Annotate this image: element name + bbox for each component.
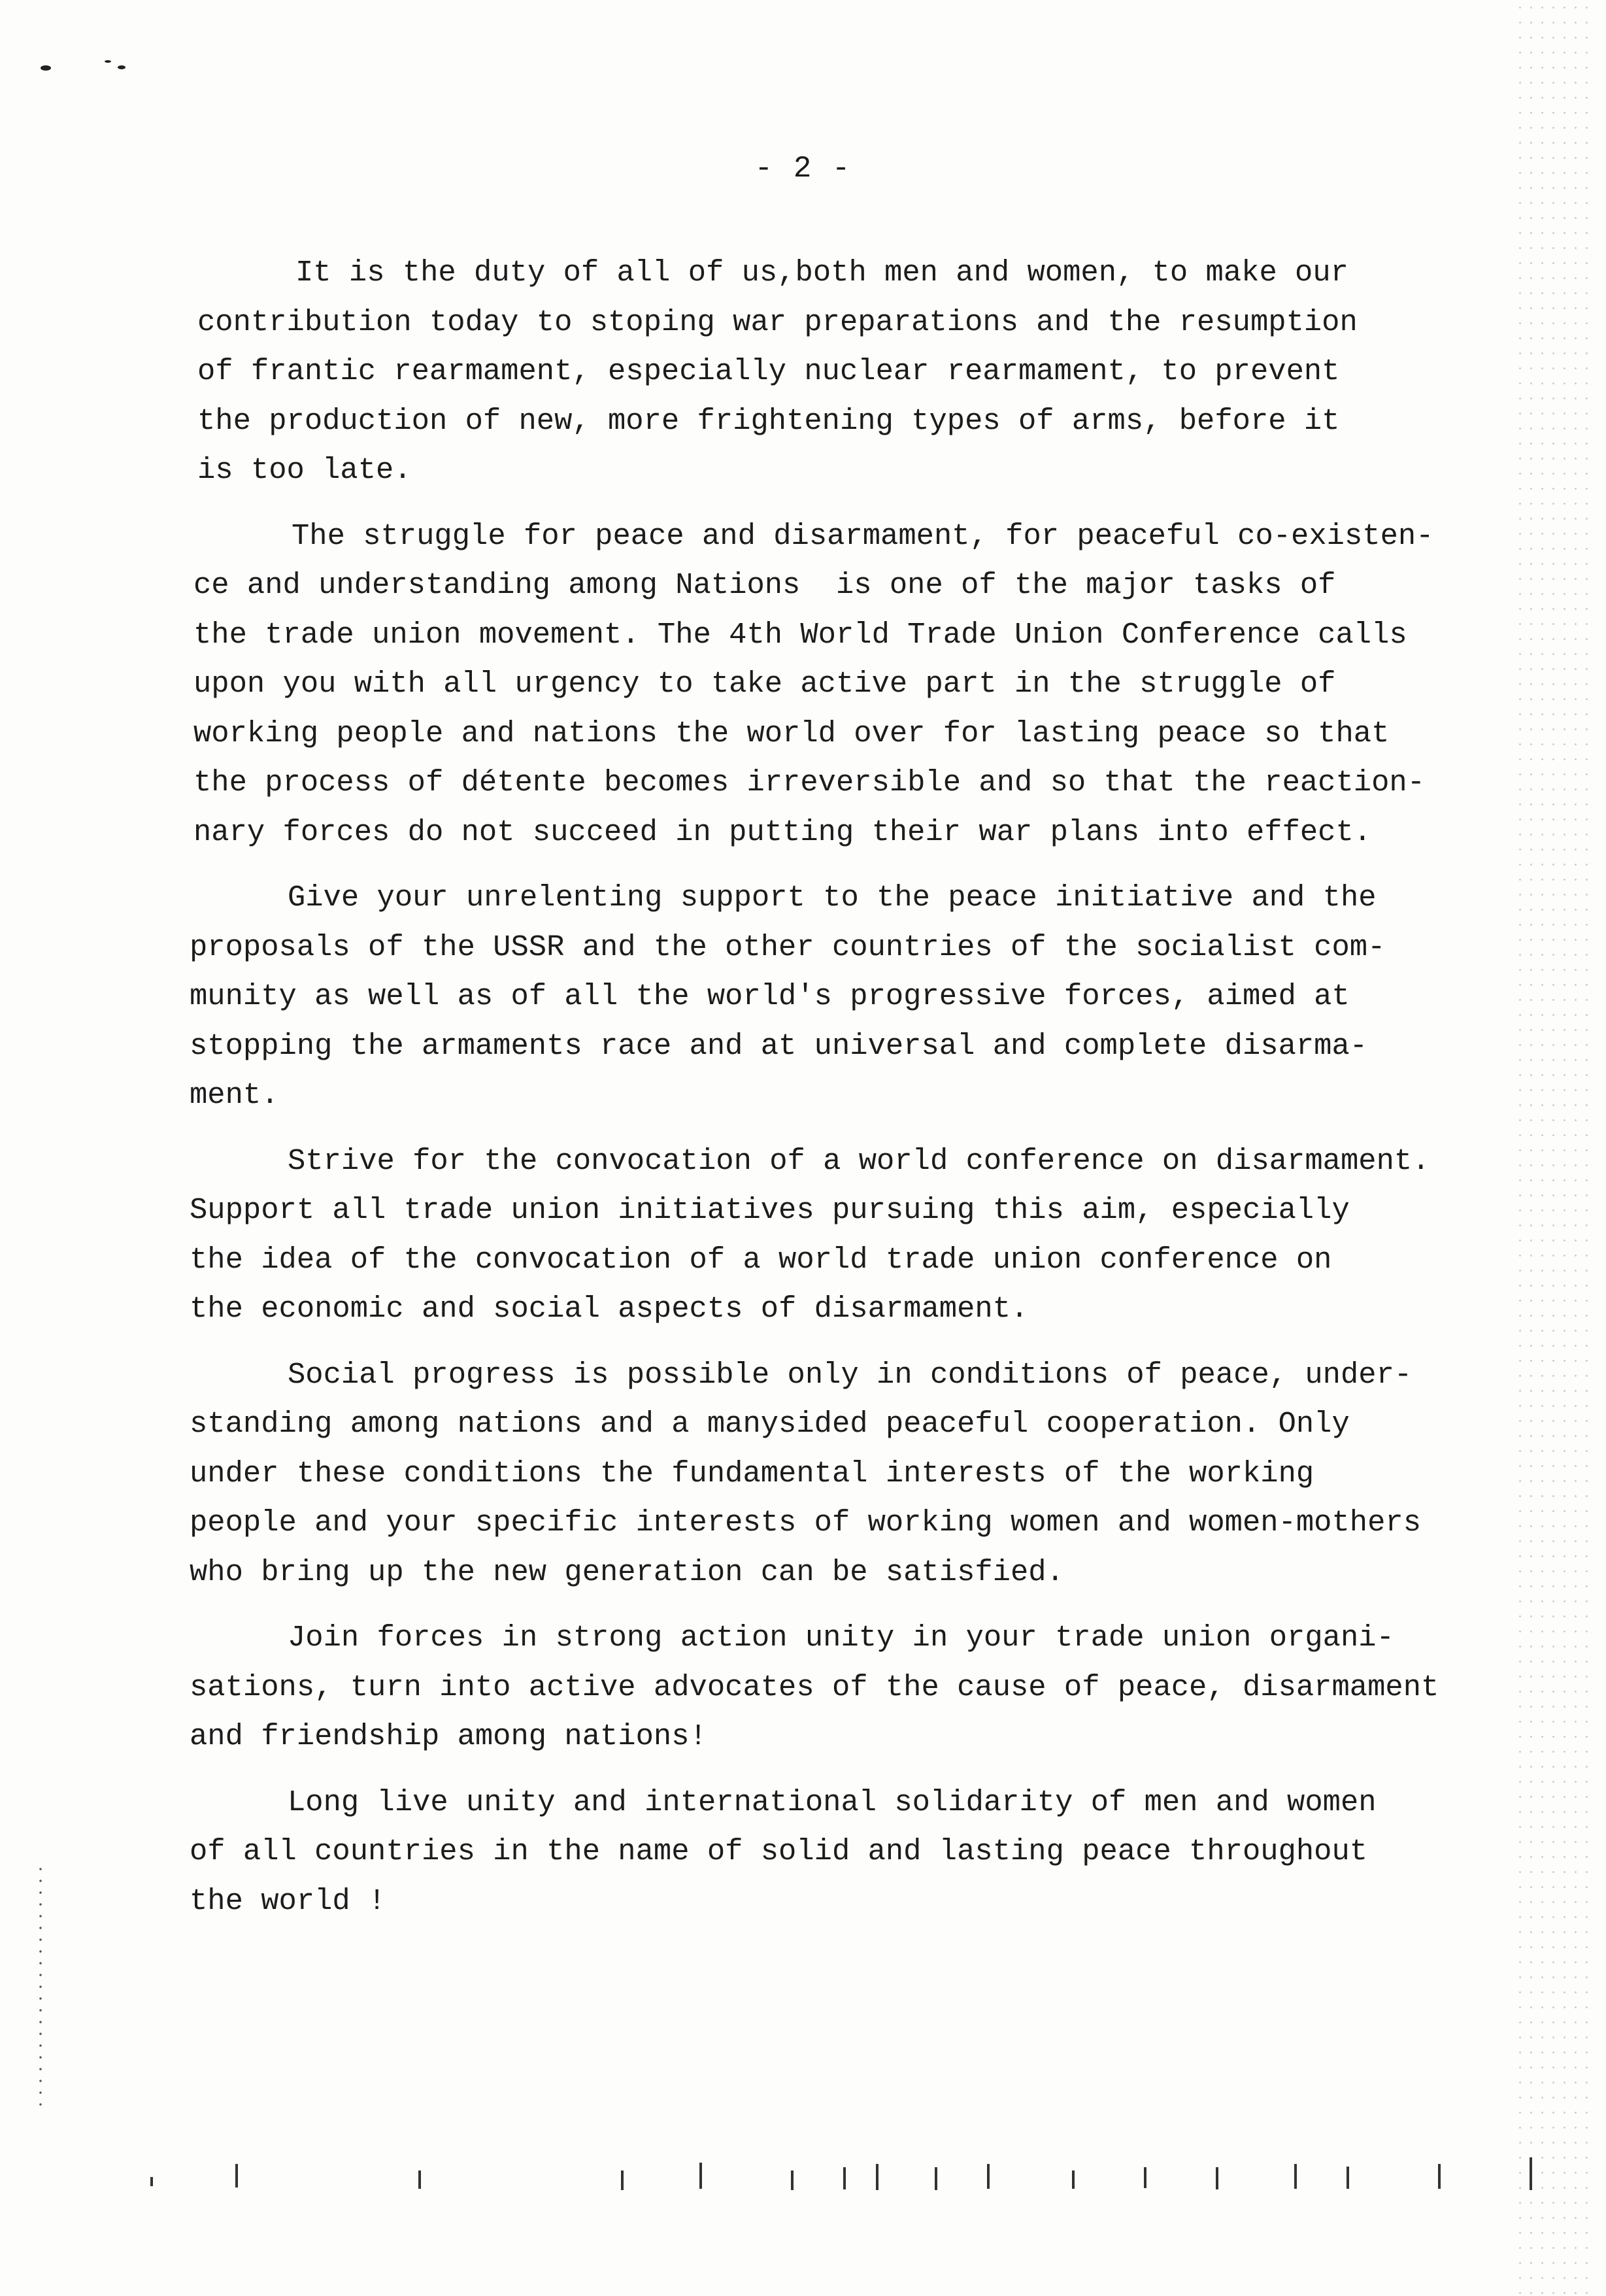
text-line: of frantic rearmament, especially nuclear rearmament, to prevent: [197, 354, 1340, 388]
scan-mark: [699, 2163, 702, 2189]
scan-mark: [1438, 2164, 1441, 2189]
text-line: Social progress is possible only in conditions of peace, under-: [288, 1357, 1413, 1392]
scan-mark: [1216, 2167, 1218, 2189]
text-line: contribution today to stoping war preparations and the resumption: [197, 305, 1358, 339]
scan-mark: [621, 2170, 624, 2190]
scan-mark: [1347, 2167, 1349, 2189]
text-line: stopping the armaments race and at universal and complete disarma-: [190, 1028, 1368, 1063]
text-line: Strive for the convocation of a world conference on disarmament.: [288, 1143, 1430, 1178]
text-line: ment.: [190, 1078, 279, 1112]
text-line: of all countries in the name of solid and lasting peace throughout: [190, 1834, 1368, 1868]
text-line: people and your specific interests of working women and women-mothers: [190, 1506, 1422, 1540]
text-line: munity as well as of all the world's progressive forces, aimed at: [190, 979, 1350, 1013]
scan-speck: [105, 60, 111, 63]
text-line: Join forces in strong action unity in your trade union organi-: [288, 1621, 1394, 1655]
paragraph: [190, 1351, 1575, 1598]
scan-footer-artifacts: [144, 2151, 1549, 2203]
paragraph: [197, 248, 1575, 496]
paragraph: [193, 512, 1575, 858]
text-line: ce and understanding among Nations is one of the major tasks of: [193, 568, 1336, 602]
text-line: the process of détente becomes irreversible and so that the reaction-: [193, 766, 1426, 800]
text-line: standing among nations and a manysided peaceful cooperation. Only: [190, 1407, 1350, 1441]
text-line: sations, turn into active advocates of the cause of peace, disarmament: [190, 1670, 1439, 1704]
text-line: proposals of the USSR and the other countries of the socialist com-: [190, 930, 1386, 964]
text-line: the economic and social aspects of disarmament.: [190, 1292, 1029, 1326]
scan-mark: [235, 2164, 238, 2187]
text-line: nary forces do not succeed in putting their war plans into effect.: [193, 815, 1372, 849]
scan-mark: [150, 2177, 153, 2186]
text-line: the idea of the convocation of a world trade union conference on: [190, 1242, 1332, 1277]
scan-speck: [41, 65, 51, 71]
text-line: the production of new, more frightening types of arms, before it: [197, 403, 1340, 438]
text-line: working people and nations the world over for lasting peace so that: [193, 716, 1390, 751]
scan-speck: [118, 65, 125, 69]
text-line: upon you with all urgency to take active part in the struggle of: [193, 667, 1336, 701]
scan-mark: [1072, 2170, 1075, 2189]
text-line: the world !: [190, 1883, 386, 1918]
text-line: Give your unrelenting support to the peace initiative and the: [288, 881, 1377, 915]
text-line: who bring up the new generation can be satisfied.: [190, 1555, 1064, 1589]
scan-mark: [1144, 2167, 1146, 2188]
paragraph: [190, 873, 1575, 1121]
scan-mark: [935, 2167, 937, 2190]
scan-mark: [418, 2170, 421, 2189]
scan-mark: [876, 2164, 878, 2190]
scan-mark: [987, 2164, 990, 2189]
scan-mark: [1294, 2164, 1297, 2189]
text-line: Support all trade union initiatives pursuing this aim, especially: [190, 1193, 1350, 1227]
page-number: - 2 -: [754, 152, 852, 186]
paragraph: [190, 1613, 1575, 1762]
text-line: is too late.: [197, 453, 412, 487]
scan-noise-left-edge: [39, 1863, 42, 2112]
paragraph: [190, 1137, 1575, 1334]
text-line: under these conditions the fundamental interests of the working: [190, 1456, 1314, 1491]
letter-body: [190, 248, 1575, 1942]
text-line: the trade union movement. The 4th World Trade Union Conference calls: [193, 617, 1407, 652]
paragraph: [190, 1778, 1575, 1927]
text-line: It is the duty of all of us,both men and women, to make our: [295, 256, 1348, 290]
text-line: Long live unity and international solidarity of men and women: [288, 1785, 1377, 1819]
text-line: and friendship among nations!: [190, 1719, 707, 1753]
scan-mark: [1530, 2157, 1532, 2190]
scan-mark: [791, 2170, 794, 2190]
text-line: The struggle for peace and disarmament, for peaceful co-existen-: [292, 518, 1434, 553]
scan-mark: [843, 2167, 846, 2189]
